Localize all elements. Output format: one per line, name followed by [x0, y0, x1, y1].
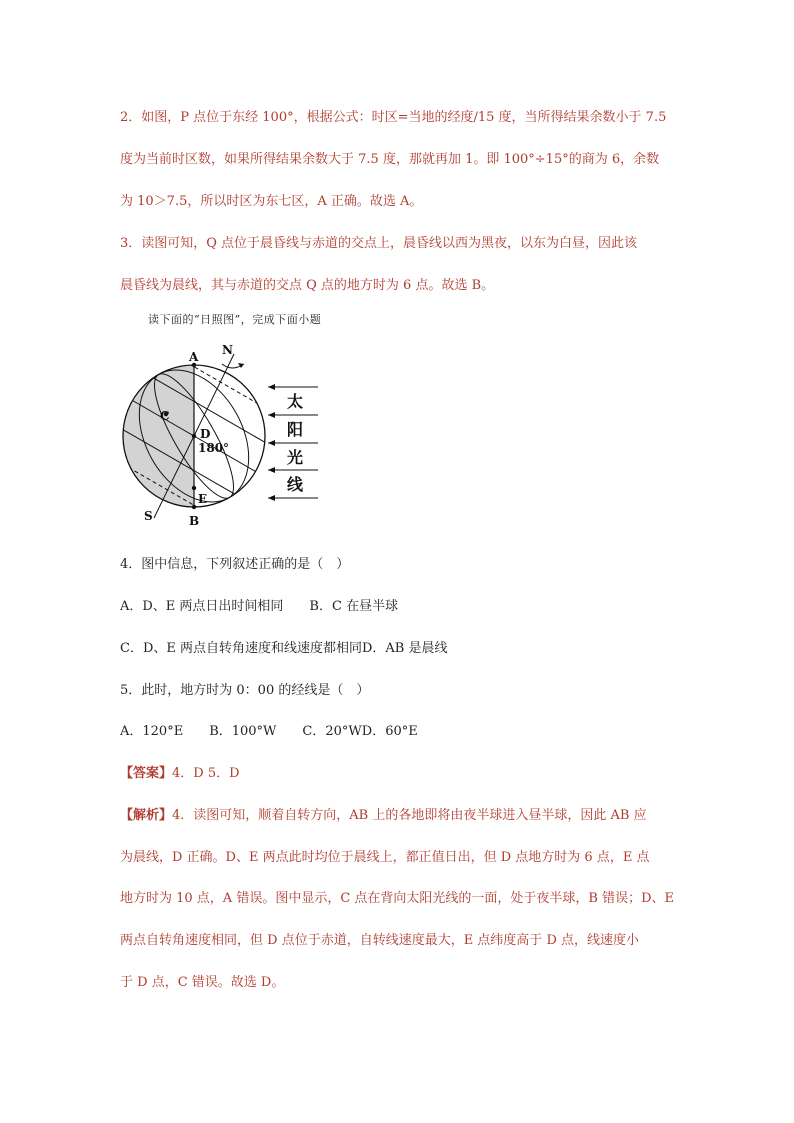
label-meridian-180: 180° — [198, 441, 230, 455]
analysis-line-2: 为晨线，D 正确。D、E 两点此时均位于晨线上，都正值日出，但 D 点地方时为 6 点，E 点 — [120, 850, 650, 865]
sun-char-2: 阳 — [287, 420, 304, 439]
sun-ray-arrow-icon — [268, 440, 275, 446]
point-b — [192, 505, 196, 509]
q4-options-ab: A．D、E 两点日出时间相同 B．C 在昼半球 — [120, 599, 399, 614]
analysis-line-4: 两点自转角速度相同，但 D 点位于赤道，自转线速度最大，E 点纬度高于 D 点，线速度小 — [120, 933, 639, 948]
sun-char-3: 光 — [287, 448, 304, 467]
label-c: C — [160, 409, 170, 423]
q5-options: A．120°E B．100°W C．20°WD．60°E — [120, 724, 418, 739]
label-s: S — [144, 509, 153, 523]
label-a: A — [189, 350, 199, 364]
illumination-diagram — [118, 340, 328, 530]
point-d — [192, 434, 196, 438]
label-d: D — [200, 427, 211, 441]
q5-stem: 5．此时，地方时为 0：00 的经线是（ ） — [120, 683, 370, 698]
line-2: 度为当前时区数，如果所得结果余数大于 7.5 度，那就再加 1。即 100°÷15°的商为 6，余数 — [120, 152, 660, 167]
sun-ray-arrow-icon — [268, 495, 275, 501]
sun-ray-arrow-icon — [268, 412, 275, 418]
q4-options-cd: C．D、E 两点自转角速度和线速度都相同D．AB 是晨线 — [120, 641, 448, 656]
q4-stem: 4．图中信息，下列叙述正确的是（ ） — [120, 557, 350, 572]
line-5: 晨昏线为晨线，其与赤道的交点 Q 点的地方时为 6 点。故选 B。 — [120, 278, 495, 293]
sun-char-1: 太 — [287, 392, 304, 411]
answer-line — [120, 765, 240, 783]
analysis-line-1 — [120, 807, 647, 825]
sun-char-4: 线 — [287, 475, 304, 494]
analysis-line-5: 于 D 点，C 错误。故选 D。 — [120, 975, 285, 990]
figure-caption: 读下面的“日照图”，完成下面小题 — [148, 313, 322, 326]
label-n: N — [222, 343, 233, 357]
line-3: 为 10＞7.5，所以时区为东七区，A 正确。故选 A。 — [120, 194, 423, 209]
answer-tag: 【答案】 — [120, 766, 173, 781]
sun-ray-arrow-icon — [268, 384, 275, 390]
analysis-tag: 【解析】 — [120, 808, 173, 823]
analysis-text: 4．读图可知，顺着自转方向，AB 上的各地即将由夜半球进入昼半球，因此 AB 应 — [172, 808, 647, 823]
sun-ray-arrow-icon — [268, 467, 275, 473]
night-hemisphere — [118, 340, 194, 530]
analysis-line-3: 地方时为 10 点，A 错误。图中显示，C 点在背向太阳光线的一面，处于夜半球，B 错误；D、E — [120, 891, 675, 906]
answer-text: 4．D 5．D — [172, 766, 240, 781]
line-4: 3．读图可知，Q 点位于晨昏线与赤道的交点上，晨昏线以西为黑夜，以东为白昼，因此该 — [120, 236, 638, 251]
label-b: B — [189, 514, 200, 528]
line-1: 2．如图，P 点位于东经 100°，根据公式：时区=当地的经度/15 度，当所得结果余数小于 7.5 — [120, 110, 667, 125]
label-e: E — [198, 492, 208, 506]
point-e — [192, 486, 196, 490]
